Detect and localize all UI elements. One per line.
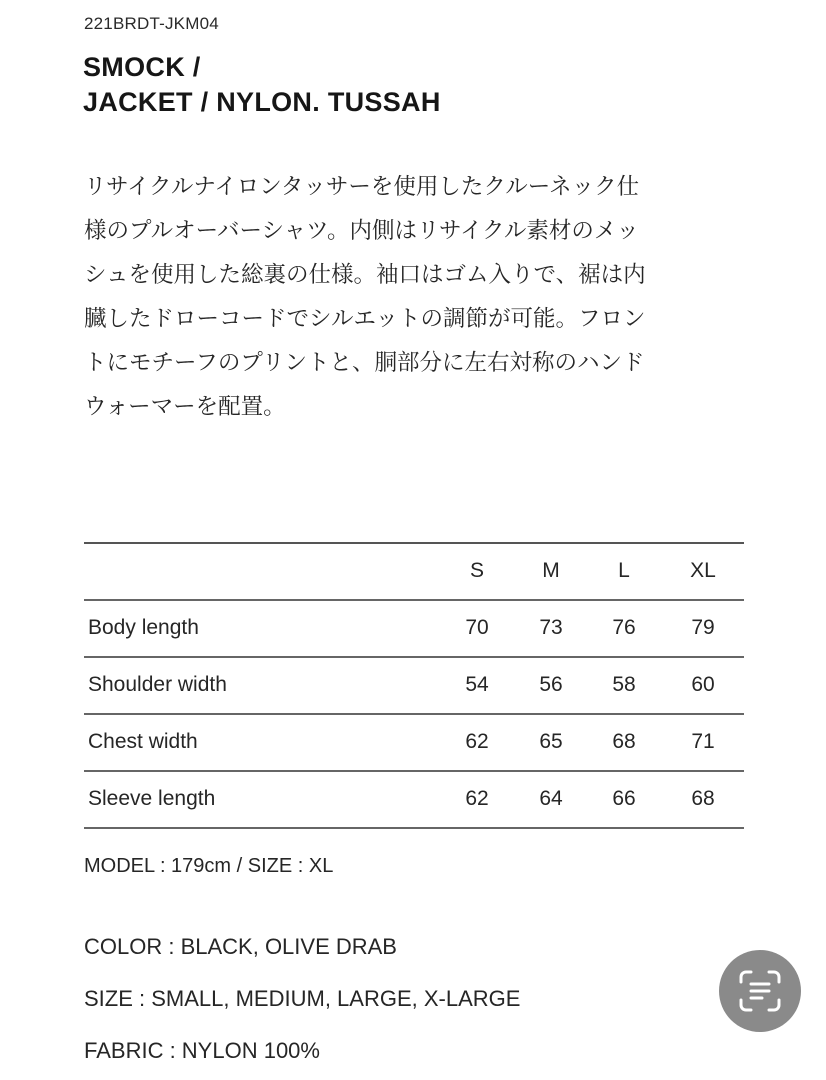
table-cell: 58 bbox=[612, 673, 636, 696]
table-cell: 65 bbox=[539, 730, 563, 753]
product-title-line-1: SMOCK / bbox=[83, 52, 201, 82]
product-title bbox=[83, 50, 441, 120]
table-row bbox=[84, 715, 744, 772]
table-cell: 71 bbox=[691, 730, 715, 753]
model-info: MODEL : 179cm / SIZE : XL bbox=[84, 855, 334, 877]
table-cell: 66 bbox=[612, 787, 636, 810]
size-header-l: L bbox=[618, 559, 630, 582]
color-info: COLOR : BLACK, OLIVE DRAB bbox=[84, 934, 397, 959]
table-cell: 68 bbox=[691, 787, 715, 810]
size-header-xl: XL bbox=[690, 559, 716, 582]
table-cell: 70 bbox=[465, 616, 489, 639]
description-line: トにモチーフのプリントと、胴部分に左右対称のハンド bbox=[84, 350, 645, 376]
table-cell: 62 bbox=[465, 787, 489, 810]
table-cell: 64 bbox=[539, 787, 563, 810]
size-table-header bbox=[84, 544, 744, 601]
description-line: リサイクルナイロンタッサーを使用したクルーネック仕 bbox=[84, 174, 640, 200]
scan-text-icon bbox=[737, 968, 783, 1014]
size-header-s: S bbox=[469, 559, 484, 582]
row-label: Shoulder width bbox=[88, 673, 227, 696]
description-line: 様のプルオーバーシャツ。内側はリサイクル素材のメッ bbox=[84, 218, 639, 244]
table-row bbox=[84, 601, 744, 658]
scan-text-button[interactable] bbox=[719, 950, 801, 1032]
table-cell: 60 bbox=[691, 673, 715, 696]
table-cell: 79 bbox=[691, 616, 715, 639]
product-sku: 221BRDT-JKM04 bbox=[84, 14, 219, 33]
table-row bbox=[84, 658, 744, 715]
row-label: Body length bbox=[88, 616, 199, 639]
size-table bbox=[84, 542, 744, 829]
table-cell: 56 bbox=[539, 673, 563, 696]
table-cell: 62 bbox=[465, 730, 489, 753]
table-cell: 68 bbox=[612, 730, 636, 753]
product-title-line-2: JACKET / NYLON. TUSSAH bbox=[83, 87, 441, 117]
description-line: シュを使用した総裏の仕様。袖口はゴム入りで、裾は内 bbox=[84, 262, 646, 288]
size-header-m: M bbox=[542, 559, 560, 582]
table-cell: 76 bbox=[612, 616, 636, 639]
table-cell: 73 bbox=[539, 616, 563, 639]
table-row bbox=[84, 772, 744, 829]
fabric-info: FABRIC : NYLON 100% bbox=[84, 1038, 320, 1058]
row-label: Sleeve length bbox=[88, 787, 216, 810]
description-line: 臓したドローコードでシルエットの調節が可能。フロン bbox=[84, 306, 646, 332]
size-info: SIZE : SMALL, MEDIUM, LARGE, X-LARGE bbox=[84, 986, 521, 1011]
product-description bbox=[84, 165, 754, 429]
table-cell: 54 bbox=[465, 673, 489, 696]
row-label: Chest width bbox=[88, 730, 198, 753]
description-line: ウォーマーを配置。 bbox=[84, 394, 286, 420]
